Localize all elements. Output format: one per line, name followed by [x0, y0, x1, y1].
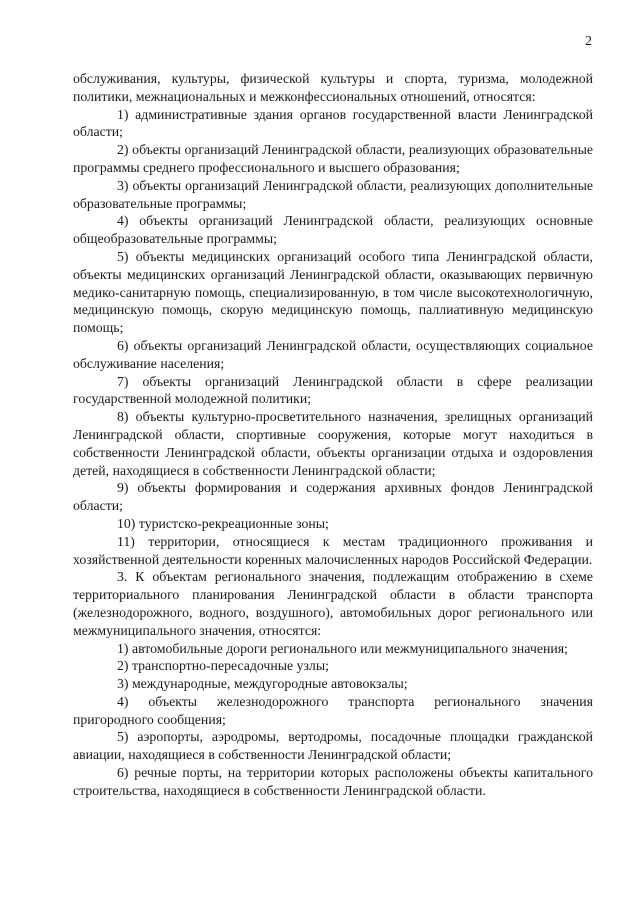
list-item-transfer-hubs: 2) транспортно-пересадочные узлы; — [117, 658, 329, 674]
list-item-river-ports: 6) речные порты, на территории которых расположены объекты капитального строительства, находящиеся в собственности Ленинградской области. — [73, 765, 593, 798]
list-item-tourism-zones: 10) туристско-рекреационные зоны; — [117, 515, 329, 531]
list-item-roads: 1) автомобильные дороги регионального или межмуниципального значения; — [117, 640, 568, 656]
document-body — [73, 70, 593, 800]
list-item-railway: 4) объекты железнодорожного транспорта регионального значения пригородного сообщения; — [73, 693, 593, 727]
list-item-indigenous-territories: 11) территории, относящиеся к местам традиционного проживания и хозяйственной деятельности коренных малочисленных народов Российской Федерации. — [73, 533, 593, 567]
list-item-airports: 5) аэропорты, аэродромы, вертодромы, посадочные площадки гражданской авиации, находящиеся в собственности Ленинградской области; — [73, 729, 593, 763]
list-item-general-education: 4) объекты организаций Ленинградской области, реализующих основные общеобразовательные программы; — [73, 213, 593, 247]
list-item-admin-buildings: 1) административные здания органов государственной власти Ленинградской области; — [73, 106, 593, 140]
page-number: 2 — [585, 34, 592, 49]
list-item-medical: 5) объекты медицинских организаций особого типа Ленинградской области, объекты медицинских организаций Ленинградской области, оказывающих первичную медико-санитарную помощь, специализированную, в том числе высокотехнологичную, медицинскую помощь, скорую медицинскую помощь, паллиативную медицинскую помощь; — [73, 248, 593, 336]
list-item-bus-stations: 3) международные, междугородные автовокзалы; — [117, 676, 408, 692]
list-item-additional-education: 3) объекты организаций Ленинградской области, реализующих дополнительные образовательные программы; — [73, 177, 593, 211]
paragraph-continuation: обслуживания, культуры, физической культуры и спорта, туризма, молодежной политики, межнациональных и межконфессиональных отношений, относятся: — [73, 71, 593, 104]
section-3-intro: 3. К объектам регионального значения, подлежащим отображению в схеме территориального планирования Ленинградской области в области транспорта (железнодорожного, водного, воздушного), автомобильных дорог регионального или межмуниципального значения, относятся: — [73, 569, 593, 638]
list-item-archives: 9) объекты формирования и содержания архивных фондов Ленинградской области; — [73, 480, 593, 514]
list-item-youth-policy: 7) объекты организаций Ленинградской области в сфере реализации государственной молодежной политики; — [73, 373, 593, 407]
list-item-higher-education: 2) объекты организаций Ленинградской области, реализующих образовательные программы среднего профессионального и высшего образования; — [73, 142, 593, 175]
list-item-social-services: 6) объекты организаций Ленинградской области, осуществляющих социальное обслуживание населения; — [73, 337, 593, 371]
list-item-culture-sport: 8) объекты культурно-просветительного назначения, зрелищных организаций Ленинградской области, спортивные сооружения, которые могут находиться в собственности Ленинградской области, объекты организации отдыха и оздоровления детей, находящиеся в собственности Ленинградской области; — [73, 409, 593, 478]
